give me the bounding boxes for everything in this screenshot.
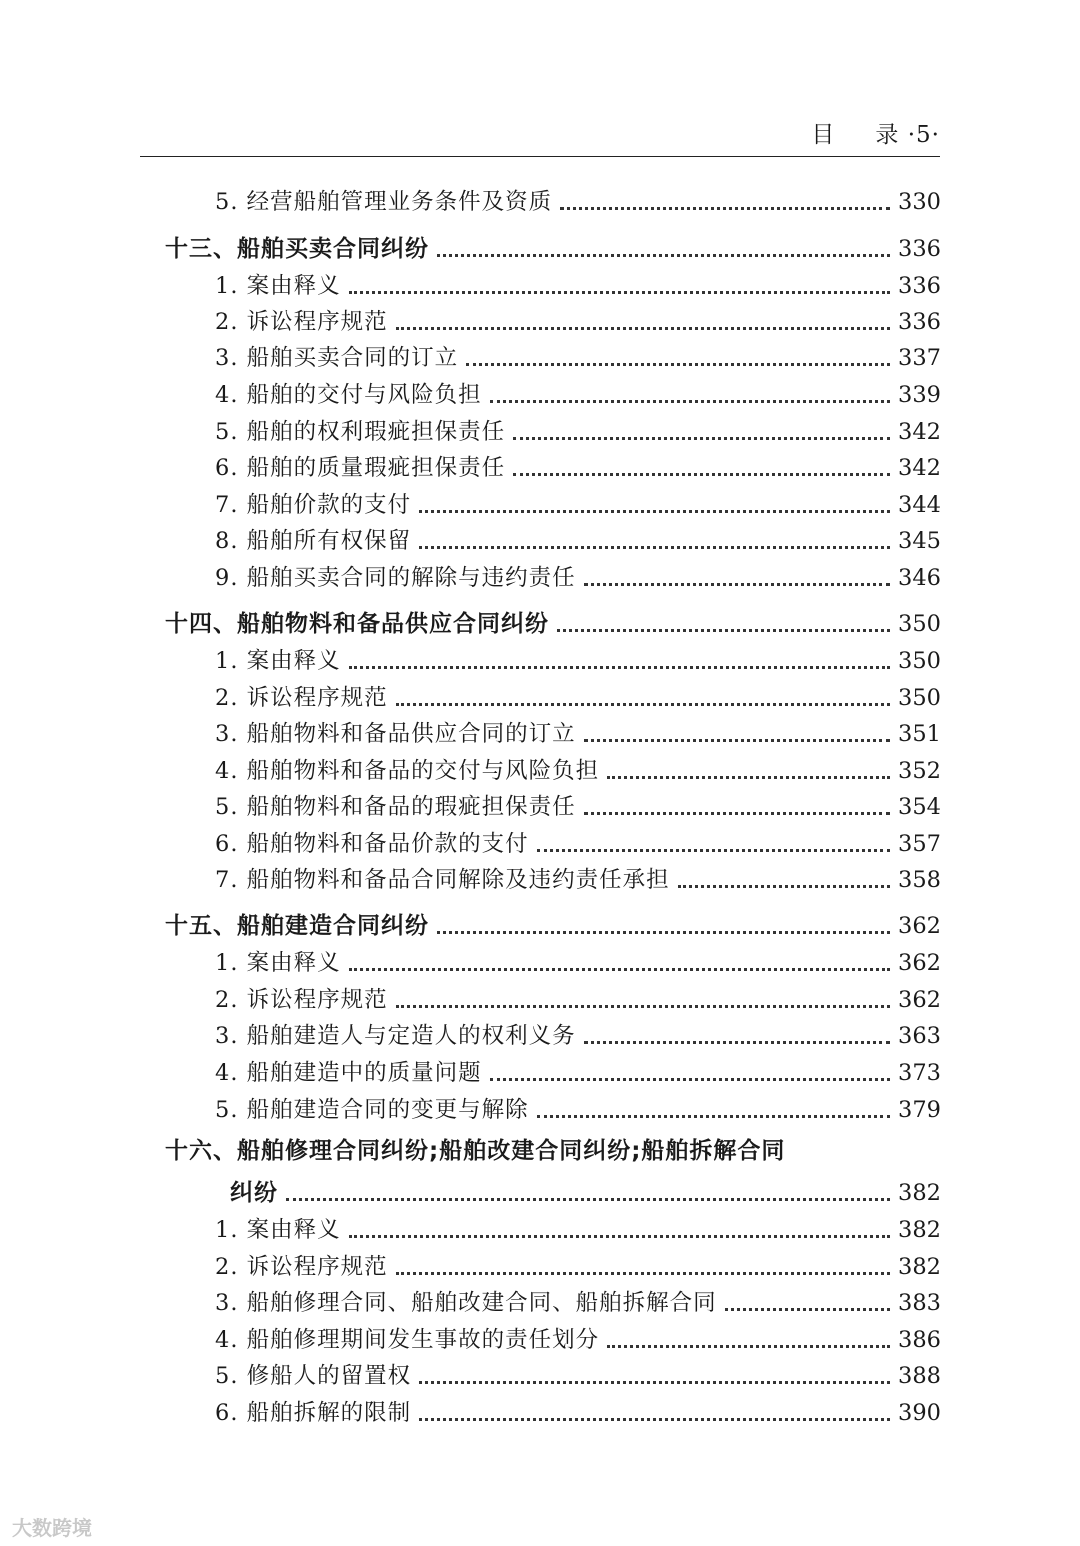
toc-entry-title: 3. 船舶物料和备品供应合同的订立 [215, 721, 576, 747]
leader-dots [584, 739, 890, 742]
toc-entry-page: 342 [898, 419, 941, 445]
toc-entry[interactable] [215, 1321, 940, 1355]
leader-dots [490, 400, 890, 403]
toc-section-title: 十四、船舶物料和备品供应合同纠纷 [165, 611, 549, 637]
toc-section-title-line2: 纠纷 [230, 1180, 278, 1206]
toc-section-title: 十五、船舶建造合同纠纷 [165, 913, 429, 939]
leader-dots [513, 437, 890, 440]
toc-entry-page: 362 [898, 950, 941, 976]
toc-entry[interactable] [215, 1357, 940, 1391]
toc-entry-title: 3. 船舶建造人与定造人的权利义务 [215, 1023, 576, 1049]
toc-entry-page: 337 [898, 345, 941, 371]
leader-dots [286, 1198, 890, 1201]
toc-entry[interactable] [215, 1248, 940, 1282]
leader-dots [537, 1115, 890, 1118]
toc-entry[interactable] [215, 1054, 940, 1088]
toc-entry-title: 9. 船舶买卖合同的解除与违约责任 [215, 565, 576, 591]
toc-entry-page: 358 [898, 867, 941, 893]
toc-entry-page: 350 [898, 648, 941, 674]
leader-dots [607, 776, 890, 779]
leader-dots [490, 1078, 890, 1081]
leader-dots [557, 629, 890, 632]
leader-dots [466, 363, 890, 366]
toc-entry-title: 3. 船舶买卖合同的订立 [215, 345, 459, 371]
toc-entry[interactable] [215, 376, 940, 410]
toc-entry-title: 6. 船舶的质量瑕疵担保责任 [215, 455, 506, 481]
toc-entry-title: 2. 诉讼程序规范 [215, 987, 388, 1013]
toc-entry[interactable] [215, 486, 940, 520]
toc-entry[interactable] [215, 339, 940, 373]
toc-entry-page: 386 [898, 1327, 941, 1353]
toc-entry-page: 344 [898, 492, 941, 518]
toc-entry-title: 5. 船舶的权利瑕疵担保责任 [215, 419, 506, 445]
toc-entry-title: 2. 诉讼程序规范 [215, 685, 388, 711]
toc-entry[interactable] [215, 1211, 940, 1245]
toc-entry-page: 342 [898, 455, 941, 481]
toc-entry[interactable] [215, 1284, 940, 1318]
toc-entry[interactable] [215, 1091, 940, 1125]
toc-entry[interactable] [215, 679, 940, 713]
toc-entry[interactable] [215, 825, 940, 859]
toc-entry[interactable] [215, 267, 940, 301]
toc-entry-page: 363 [898, 1023, 941, 1049]
header-label-left: 目 [811, 122, 836, 148]
toc-entry-page: 354 [898, 794, 941, 820]
leader-dots [513, 473, 890, 476]
toc-entry-page: 346 [898, 565, 941, 591]
toc-entry-page: 390 [898, 1400, 941, 1426]
toc-entry-title: 1. 案由释义 [215, 1217, 341, 1243]
leader-dots [537, 849, 890, 852]
toc-entry-title: 7. 船舶价款的支付 [215, 492, 412, 518]
leader-dots [349, 666, 890, 669]
toc-entry-page: 383 [898, 1290, 941, 1316]
leader-dots [584, 583, 890, 586]
leader-dots [396, 703, 890, 706]
toc-entry-page: 336 [898, 273, 941, 299]
leader-dots [349, 291, 890, 294]
leader-dots [437, 254, 890, 257]
toc-entry-page: 350 [898, 685, 941, 711]
leader-dots [419, 546, 890, 549]
header-label-right: 录 [875, 122, 900, 148]
toc-entry[interactable] [215, 944, 940, 978]
leader-dots [584, 812, 890, 815]
toc-entry-title: 1. 案由释义 [215, 950, 341, 976]
toc-entry[interactable] [215, 559, 940, 593]
toc-entry[interactable] [215, 715, 940, 749]
toc-entry-page: 382 [898, 1217, 941, 1243]
toc-section[interactable] [165, 907, 940, 941]
toc-entry-page: 339 [898, 382, 941, 408]
leader-dots [349, 968, 890, 971]
toc-entry-title: 5. 船舶物料和备品的瑕疵担保责任 [215, 794, 576, 820]
toc-entry[interactable] [215, 413, 940, 447]
toc-entry-page: 330 [898, 189, 941, 215]
watermark-text: 大数跨境 [12, 1516, 92, 1540]
leader-dots [349, 1235, 890, 1238]
toc-section-title-line1[interactable]: 十六、船舶修理合同纠纷;船舶改建合同纠纷;船舶拆解合同 [165, 1138, 786, 1164]
toc-entry-title: 4. 船舶修理期间发生事故的责任划分 [215, 1327, 600, 1353]
leader-dots [560, 207, 890, 210]
toc-section-page: 362 [898, 913, 941, 939]
toc-section-page: 350 [898, 611, 941, 637]
leader-dots [396, 1272, 890, 1275]
page-number: ·5· [907, 122, 940, 148]
watermark [12, 1512, 92, 1541]
toc-entry[interactable] [215, 752, 940, 786]
leader-dots [607, 1345, 890, 1348]
leader-dots [678, 885, 890, 888]
toc-entry-title: 4. 船舶建造中的质量问题 [215, 1060, 482, 1086]
toc-section-page: 382 [898, 1180, 941, 1206]
toc-entry-title: 2. 诉讼程序规范 [215, 1254, 388, 1280]
toc-entry[interactable] [215, 861, 940, 895]
toc-entry-title: 7. 船舶物料和备品合同解除及违约责任承担 [215, 867, 670, 893]
toc-section-title: 十三、船舶买卖合同纠纷 [165, 236, 429, 262]
toc-entry[interactable] [215, 522, 940, 556]
toc-entry-title: 5. 修船人的留置权 [215, 1363, 412, 1389]
toc-entry-title: 5. 船舶建造合同的变更与解除 [215, 1097, 529, 1123]
toc-entry-title: 6. 船舶物料和备品价款的支付 [215, 831, 529, 857]
toc-entry-page: 379 [898, 1097, 941, 1123]
leader-dots [419, 1381, 890, 1384]
toc-entry[interactable] [215, 449, 940, 483]
toc-entry[interactable] [215, 303, 940, 337]
leader-dots [725, 1308, 890, 1311]
toc-entry[interactable] [215, 981, 940, 1015]
toc-entry-page: 362 [898, 987, 941, 1013]
toc-entry-page: 357 [898, 831, 941, 857]
leader-dots [419, 1418, 890, 1421]
toc-entry-title: 1. 案由释义 [215, 273, 341, 299]
leader-dots [437, 931, 890, 934]
toc-entry-title: 4. 船舶物料和备品的交付与风险负担 [215, 758, 600, 784]
toc-entry-page: 352 [898, 758, 941, 784]
toc-entry-page: 388 [898, 1363, 941, 1389]
toc-entry-title: 8. 船舶所有权保留 [215, 528, 412, 554]
toc-entry-page: 351 [898, 721, 941, 747]
leader-dots [419, 510, 890, 513]
toc-section-page: 336 [898, 236, 941, 262]
toc-entry-page: 345 [898, 528, 941, 554]
toc-entry-page: 382 [898, 1254, 941, 1280]
toc-entry[interactable] [215, 1394, 940, 1428]
toc-entry[interactable] [215, 183, 940, 217]
toc-entry-title: 5. 经营船舶管理业务条件及资质 [215, 189, 553, 215]
toc-entry-page: 373 [898, 1060, 941, 1086]
toc-entry-title: 3. 船舶修理合同、船舶改建合同、船舶拆解合同 [215, 1290, 717, 1316]
toc-entry[interactable] [215, 788, 940, 822]
toc-entry-title: 2. 诉讼程序规范 [215, 309, 388, 335]
toc-entry[interactable] [215, 1017, 940, 1051]
leader-dots [584, 1041, 890, 1044]
leader-dots [396, 327, 890, 330]
toc-section[interactable] [230, 1174, 940, 1208]
toc-entry-title: 4. 船舶的交付与风险负担 [215, 382, 482, 408]
leader-dots [396, 1005, 890, 1008]
toc-entry-page: 336 [898, 309, 941, 335]
toc-section[interactable] [165, 605, 940, 639]
toc-entry-title: 6. 船舶拆解的限制 [215, 1400, 412, 1426]
toc-entry[interactable] [215, 642, 940, 676]
toc-section[interactable] [165, 230, 940, 264]
toc-entry-title: 1. 案由释义 [215, 648, 341, 674]
